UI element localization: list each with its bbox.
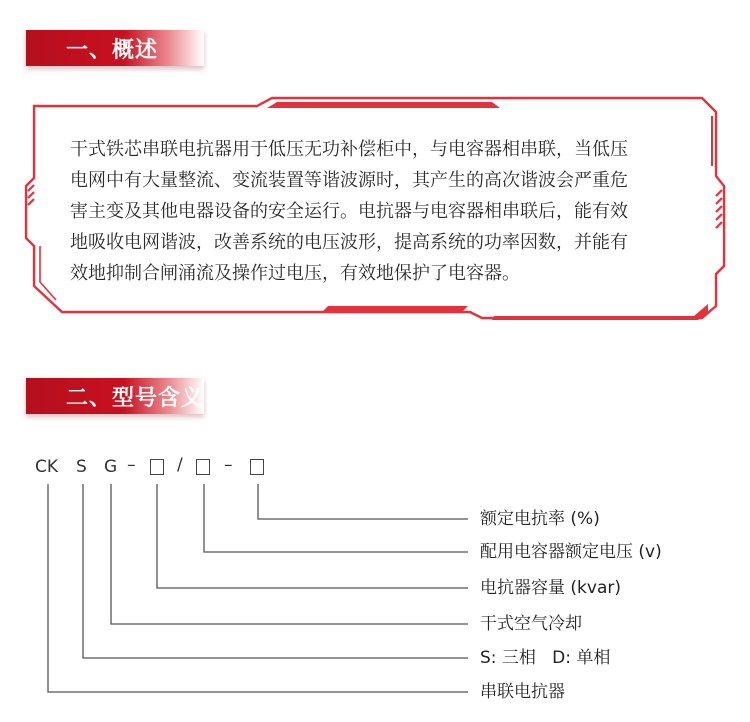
- meaning-air-cooling: 干式空气冷却: [480, 614, 582, 634]
- overview-line: 害主变及其他电器设备的安全运行。电抗器与电容器相串联后，能有效: [70, 201, 628, 222]
- overview-line: 地吸收电网谐波，改善系统的电压波形，提高系统的功率因数，并能有: [70, 232, 628, 253]
- meaning-capacitor-voltage: 配用电容器额定电压 (v): [480, 542, 662, 562]
- overview-line: 效地抑制合闸涌流及操作过电压，有效地保护了电容器。: [70, 263, 520, 284]
- section-title-model: 二、型号含义: [66, 385, 205, 411]
- connector-voltage: [204, 484, 468, 552]
- meaning-series-reactor: 串联电抗器: [480, 682, 565, 702]
- connector-reactance: [258, 484, 468, 519]
- code-ck: CK: [35, 457, 59, 477]
- section-title-overview: 一、概述: [66, 37, 159, 63]
- meaning-reactance-rate: 额定电抗率 (%): [480, 509, 600, 529]
- overview-line: 干式铁芯串联电抗器用于低压无功补偿柜中，与电容器相串联，当低压: [70, 139, 628, 160]
- meaning-phase: S: 三相 D: 单相: [480, 648, 611, 668]
- meaning-capacity: 电抗器容量 (kvar): [480, 578, 621, 598]
- code-dash: –: [224, 455, 233, 475]
- code-s: S: [76, 457, 87, 477]
- connector-g: [111, 484, 468, 624]
- connector-s: [83, 484, 468, 658]
- code-g: G: [104, 457, 118, 477]
- code-slash: /: [177, 455, 183, 475]
- overview-line: 电网中有大量整流、变流装置等谐波源时，其产生的高次谐波会严重危: [70, 170, 628, 191]
- code-dash: –: [127, 455, 136, 475]
